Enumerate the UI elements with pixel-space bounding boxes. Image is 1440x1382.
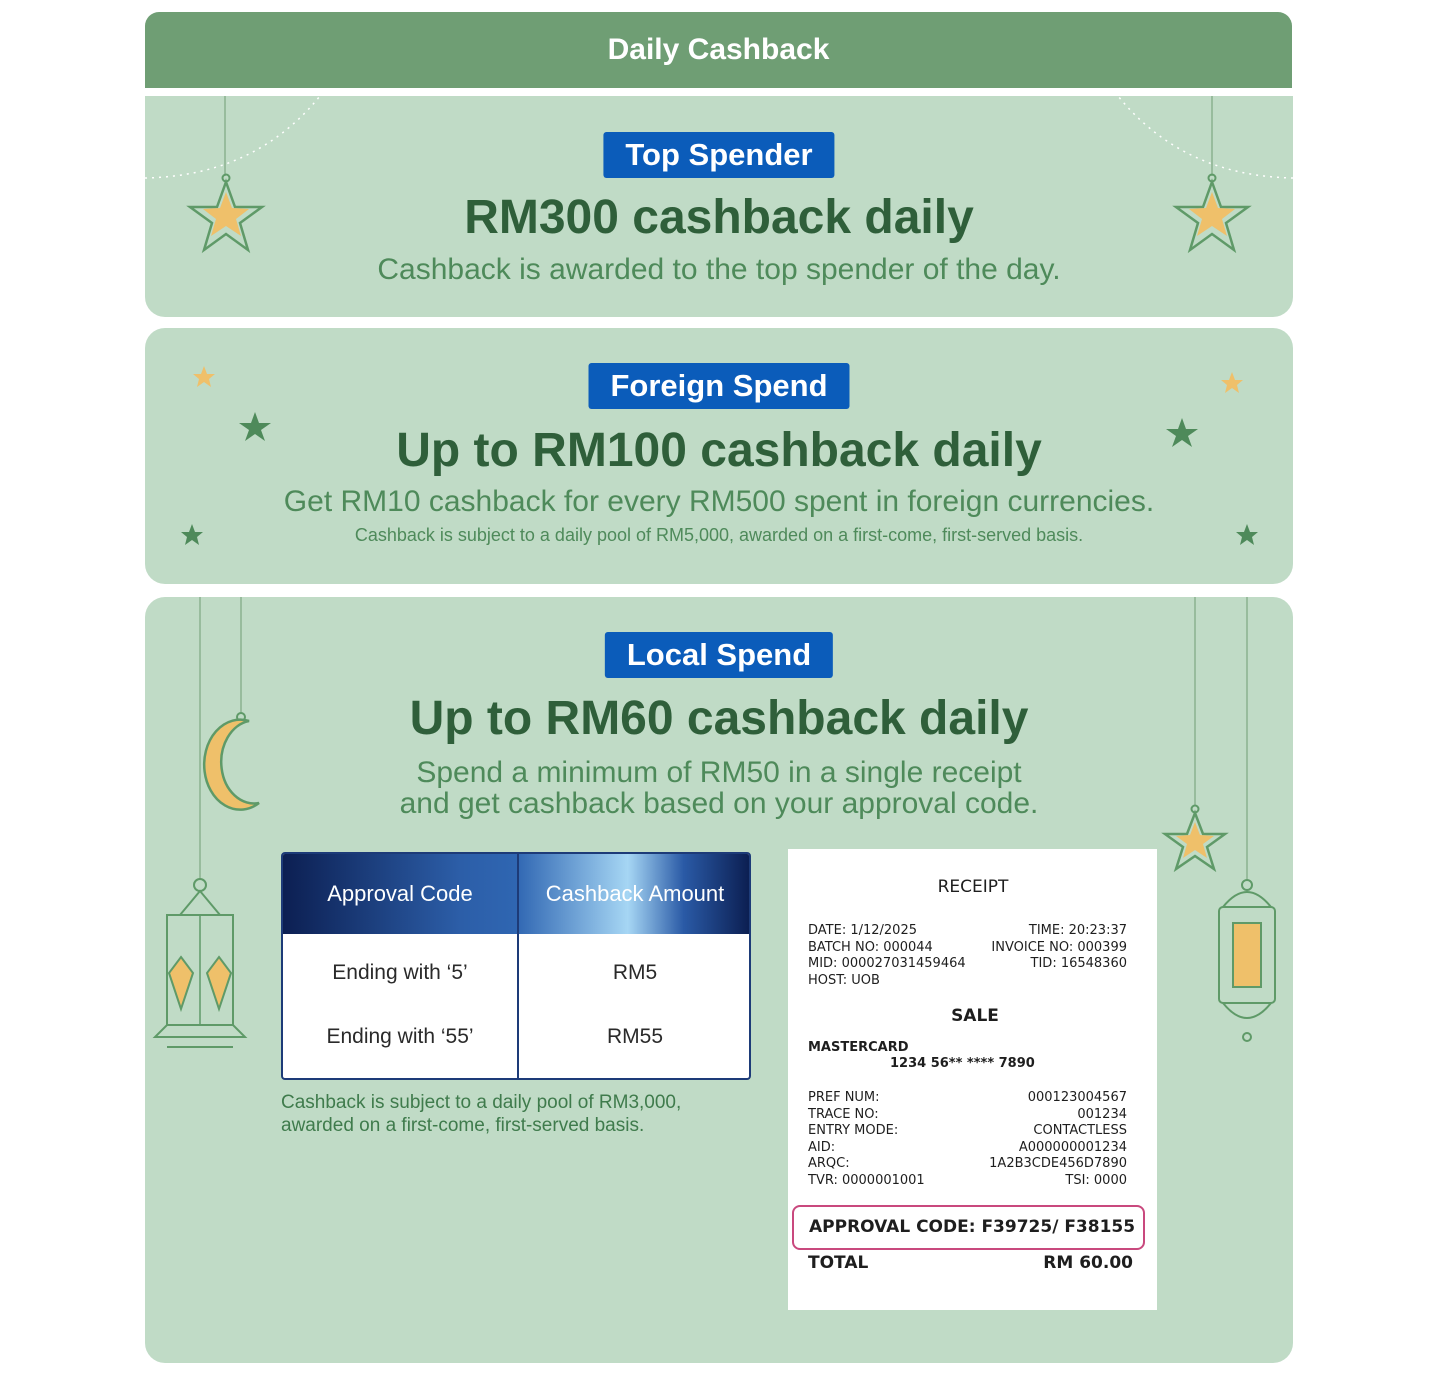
header-cashback-amount: Cashback Amount: [545, 881, 725, 906]
receipt-aid-label: AID:: [808, 1139, 836, 1155]
receipt-entry-label: ENTRY MODE:: [808, 1123, 899, 1138]
receipt-tvr: TVR: 0000001001: [808, 1172, 925, 1188]
cashback-table: [281, 852, 751, 1080]
foreign-spend-note: Cashback is subject to a daily pool of RM5,000, awarded on a first-come, first-served basis.: [354, 525, 1084, 545]
top-spender-description: Cashback is awarded to the top spender of the day.: [377, 253, 1061, 286]
table-row-2-code: Ending with ‘55’: [326, 1025, 474, 1048]
foreign-spend-badge: Foreign Spend: [589, 363, 850, 409]
receipt-total-value: RM 60.00: [1043, 1253, 1133, 1273]
receipt-time: TIME: 20:23:37: [1028, 923, 1127, 938]
receipt-title: RECEIPT: [937, 877, 1009, 897]
receipt-invoice: INVOICE NO: 000399: [991, 939, 1127, 955]
receipt-entry-value: CONTACTLESS: [1033, 1123, 1127, 1138]
lantern-moon-left-icon: [145, 597, 285, 1057]
receipt-mid: MID: 000027031459464: [808, 956, 966, 971]
sample-receipt: [788, 849, 1157, 1310]
foreign-spend-panel: [145, 328, 1293, 584]
top-spender-badge: Top Spender: [603, 132, 834, 178]
local-spend-panel: [145, 597, 1293, 1363]
receipt-tid: TID: 16548360: [1030, 956, 1127, 971]
receipt-arqc-label: ARQC:: [808, 1156, 850, 1171]
receipt-batch: BATCH NO: 000044: [808, 939, 933, 955]
receipt-host: HOST: UOB: [808, 972, 880, 988]
table-row-2-amount: RM55: [606, 1025, 664, 1048]
receipt-date: DATE: 1/12/2025: [808, 923, 917, 938]
top-spender-panel: [145, 96, 1293, 317]
local-spend-badge: Local Spend: [605, 632, 833, 678]
receipt-card-type: MASTERCARD: [808, 1040, 909, 1055]
receipt-pref-label: PREF NUM:: [808, 1090, 880, 1105]
receipt-trace-value: 001234: [1077, 1106, 1127, 1122]
receipt-sale: SALE: [951, 1006, 999, 1026]
cashback-table-header: [283, 854, 749, 934]
local-spend-headline: Up to RM60 cashback daily: [409, 692, 1029, 745]
foreign-spend-headline: Up to RM100 cashback daily: [396, 424, 1042, 477]
foreign-spend-description: Get RM10 cashback for every RM500 spent in foreign currencies.: [283, 485, 1155, 518]
local-note-line2: awarded on a first-come, first-served basis.: [281, 1115, 645, 1136]
receipt-tsi: TSI: 0000: [1065, 1172, 1127, 1188]
receipt-card-number: 1234 56** **** 7890: [890, 1056, 1035, 1071]
header-title: Daily Cashback: [607, 33, 830, 66]
header-approval-code: Approval Code: [327, 881, 473, 906]
receipt-total-label: TOTAL: [808, 1253, 869, 1273]
lantern-star-right-icon: [1153, 597, 1293, 1047]
local-spend-note: [281, 1091, 681, 1137]
local-note-line1: Cashback is subject to a daily pool of RM3,000,: [281, 1092, 682, 1113]
table-row-1-code: Ending with ‘5’: [332, 961, 468, 984]
receipt-pref-value: 000123004567: [1027, 1090, 1127, 1105]
receipt-trace-label: TRACE NO:: [808, 1106, 879, 1122]
local-spend-description-line2: and get cashback based on your approval code.: [399, 787, 1039, 820]
receipt-arqc-value: 1A2B3CDE456D7890: [989, 1156, 1127, 1171]
receipt-aid-value: A000000001234: [1018, 1139, 1127, 1155]
top-spender-headline: RM300 cashback daily: [464, 191, 974, 244]
local-spend-description-line1: Spend a minimum of RM50 in a single receipt: [416, 756, 1022, 789]
daily-cashback-header: [145, 12, 1292, 88]
receipt-approval-code-highlight: APPROVAL CODE: F39725/ F38155: [792, 1205, 1145, 1250]
table-row-1-amount: RM5: [612, 961, 658, 984]
